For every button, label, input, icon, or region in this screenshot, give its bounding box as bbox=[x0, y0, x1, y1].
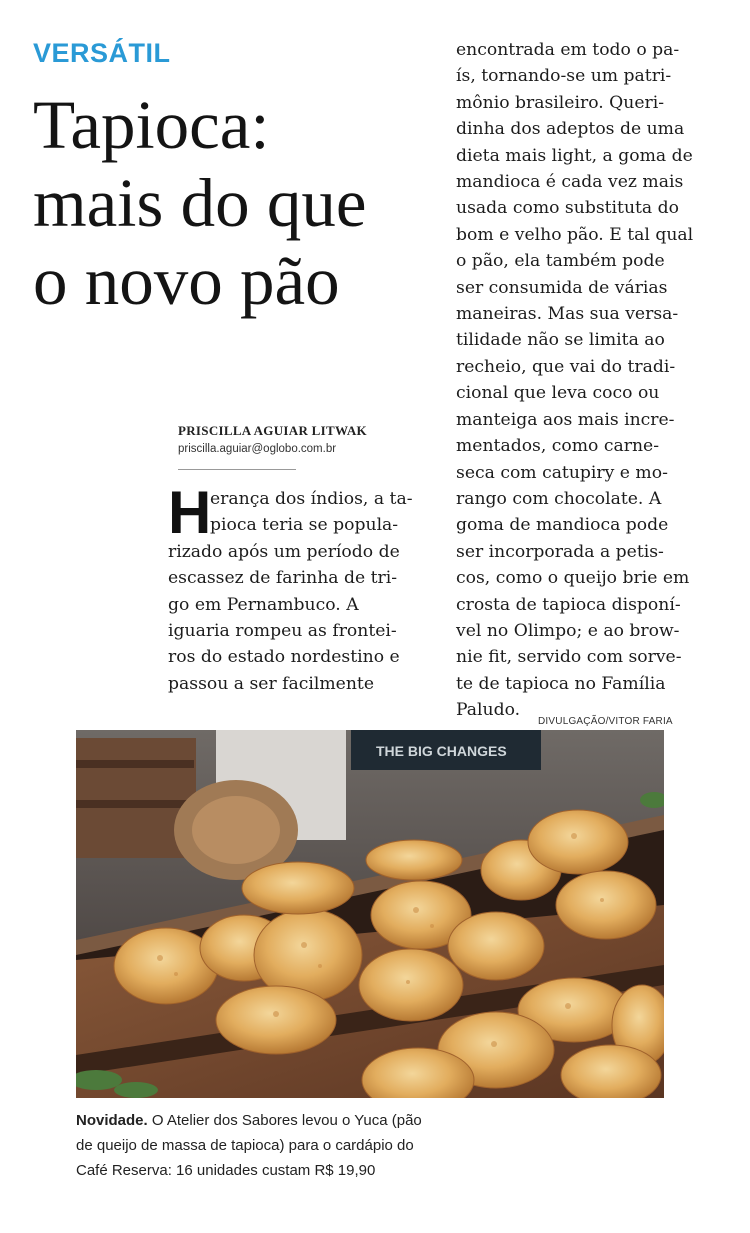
headline-line-2: mais do que bbox=[33, 165, 367, 241]
body-line: dinha dos adeptos de uma bbox=[456, 119, 685, 140]
body-line: dieta mais light, a goma de bbox=[456, 145, 693, 166]
body-line: encontrada em todo o pa- bbox=[456, 40, 680, 60]
section-kicker: VERSÁTIL bbox=[33, 38, 171, 68]
body-line: seca com catupiry e mo- bbox=[456, 462, 668, 483]
author-byline: PRISCILLA AGUIAR LITWAK bbox=[178, 423, 367, 438]
bread-photo-illustration bbox=[76, 730, 664, 1098]
photo-caption bbox=[76, 1108, 676, 1183]
body-line: nie fit, servido com sorve- bbox=[456, 647, 682, 668]
sign-text: THE BIG CHANGES bbox=[376, 743, 507, 759]
body-line: ser consumida de várias bbox=[456, 277, 668, 298]
body-line: maneiras. Mas sua versa- bbox=[456, 304, 679, 325]
headline bbox=[33, 86, 433, 320]
drop-cap: H bbox=[168, 479, 212, 546]
body-column-left bbox=[168, 479, 432, 697]
body-line: ser incorporada a petis- bbox=[456, 541, 664, 562]
author-email[interactable]: priscilla.aguiar@oglobo.com.br bbox=[178, 443, 337, 455]
body-line: escassez de farinha de tri- bbox=[168, 568, 398, 589]
body-line: go em Pernambuco. A bbox=[168, 594, 359, 615]
caption-text: O Atelier dos Sabores levou o Yuca (pão bbox=[147, 1112, 422, 1129]
body-column-right bbox=[456, 37, 718, 724]
article-photo bbox=[76, 730, 664, 1098]
body-line: pioca teria se popula- bbox=[210, 515, 399, 536]
body-line: cos, como o queijo brie em bbox=[456, 568, 690, 589]
body-line: cional que leva coco ou bbox=[456, 383, 660, 404]
caption-lead: Novidade. bbox=[76, 1112, 148, 1129]
body-line: usada como substituta do bbox=[456, 198, 679, 219]
body-line: te de tapioca no Família bbox=[456, 673, 666, 694]
body-line: o pão, ela também pode bbox=[456, 251, 665, 272]
body-line: iguaria rompeu as frontei- bbox=[168, 621, 397, 642]
caption-line-2: de queijo de massa de tapioca) para o cardápio do bbox=[76, 1137, 414, 1154]
body-line: tilidade não se limita ao bbox=[456, 330, 665, 351]
byline-divider bbox=[178, 469, 296, 470]
body-line: bom e velho pão. E tal qual bbox=[456, 224, 694, 245]
body-line: rizado após um período de bbox=[168, 541, 400, 562]
body-line: crosta de tapioca disponí- bbox=[456, 594, 681, 615]
body-line: mandioca é cada vez mais bbox=[456, 172, 684, 193]
body-line: mônio brasileiro. Queri- bbox=[456, 92, 665, 113]
body-line: manteiga aos mais incre- bbox=[456, 409, 675, 430]
body-line: ís, tornando-se um patri- bbox=[456, 66, 672, 87]
headline-line-3: o novo pão bbox=[33, 243, 340, 319]
body-line: recheio, que vai do tradi- bbox=[456, 356, 676, 377]
caption-line-1 bbox=[76, 1108, 676, 1133]
body-line: ros do estado nordestino e bbox=[168, 647, 400, 668]
body-line: Paludo. bbox=[456, 700, 521, 721]
body-line: rango com chocolate. A bbox=[456, 488, 662, 509]
body-line: vel no Olimpo; e ao brow- bbox=[456, 620, 680, 641]
caption-line-3: Café Reserva: 16 unidades custam R$ 19,90 bbox=[76, 1162, 376, 1179]
body-line: goma de mandioca pode bbox=[456, 515, 669, 536]
body-line: erança dos índios, a ta- bbox=[210, 489, 413, 509]
body-line: passou a ser facilmente bbox=[168, 673, 374, 694]
headline-line-1: Tapioca: bbox=[33, 87, 270, 163]
body-line: mentados, como carne- bbox=[456, 436, 660, 457]
photo-credit: DIVULGAÇÃO/VITOR FARIA bbox=[538, 716, 673, 727]
